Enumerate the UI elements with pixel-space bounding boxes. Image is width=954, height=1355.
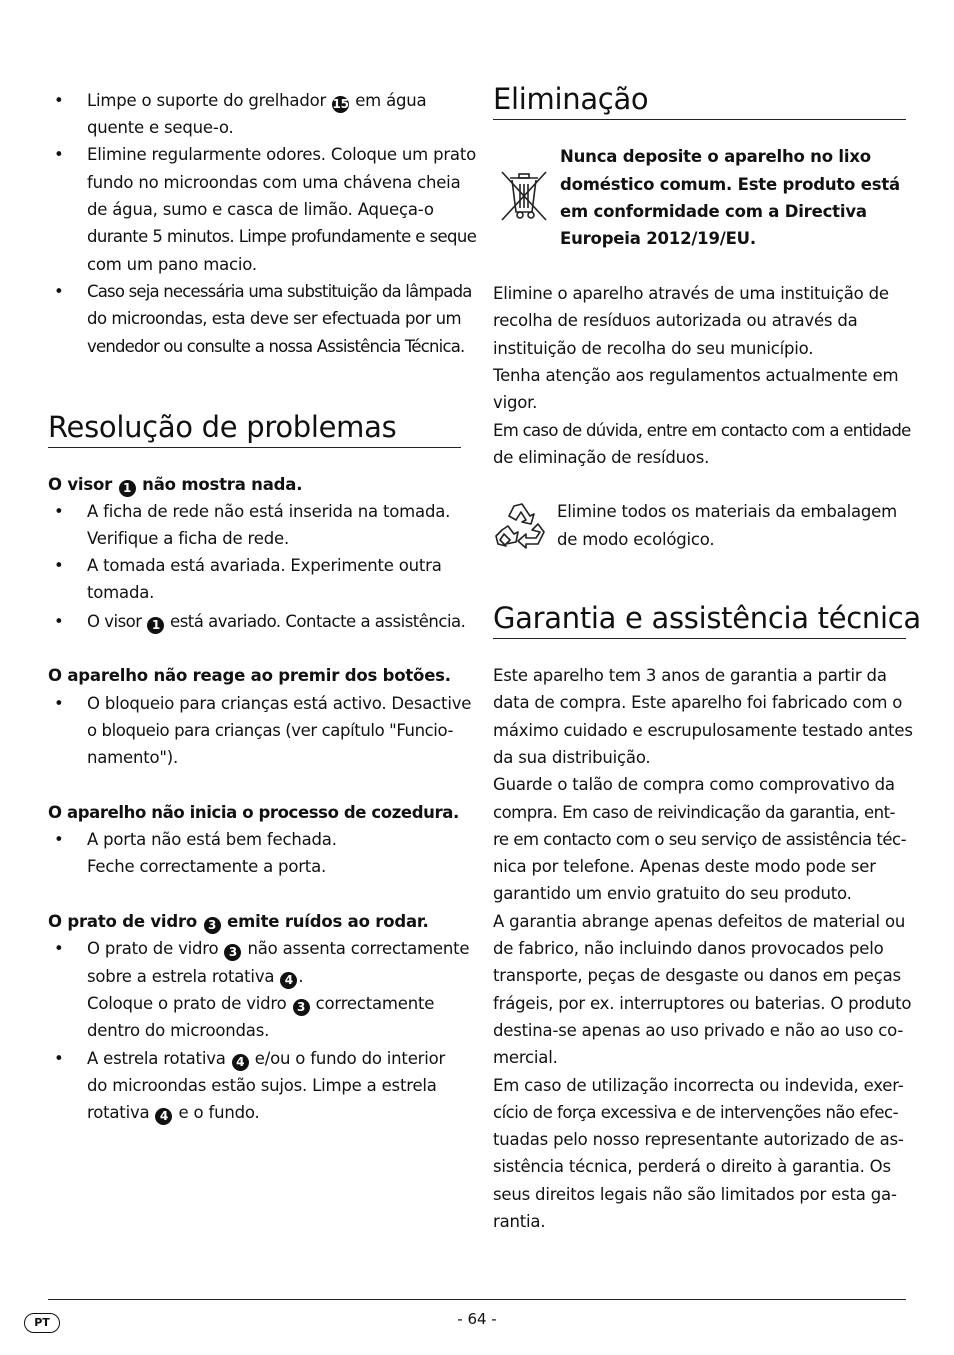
text-line: data de compra. Este aparelho foi fabricado com o xyxy=(493,693,903,713)
text-line: A garantia abrange apenas defeitos de material ou xyxy=(493,911,906,931)
text-line: garantido um envio gratuito do seu produto. xyxy=(493,884,852,904)
text-line: A ficha de rede não está inserida na tomada. xyxy=(87,502,451,521)
text-line: cício de força excessiva e de intervenções não efec- xyxy=(493,1102,899,1122)
part-number-badge: 4 xyxy=(280,972,297,989)
text-line: Guarde o talão de compra como comprovativo da xyxy=(493,775,895,795)
text-line: quente e seque-o. xyxy=(87,118,234,137)
text-line: namento"). xyxy=(87,748,179,767)
bullet: • xyxy=(54,830,64,849)
text-line: Em caso de dúvida, entre em contacto com a entidade xyxy=(493,421,911,440)
weee-text: doméstico comum. Este produto está xyxy=(560,175,900,194)
bullet: • xyxy=(54,556,64,575)
text-line: Elimine o aparelho através de uma instituição de xyxy=(493,284,889,303)
part-number-badge: 15 xyxy=(332,97,349,111)
text-line: de fabrico, não incluindo danos provocados pelo xyxy=(493,939,884,958)
text-line: transporte, peças de desgaste ou danos em peças xyxy=(493,966,901,986)
text-line: o bloqueio para crianças (ver capítulo "Funcio- xyxy=(87,721,454,740)
part-number-badge: 4 xyxy=(155,1108,172,1125)
text-line: instituição de recolha do seu município. xyxy=(493,339,814,358)
bullet: • xyxy=(54,612,64,631)
text-line: destina-se apenas ao uso privado e não ao uso co- xyxy=(493,1020,904,1040)
bullet: • xyxy=(54,282,64,301)
bullet: • xyxy=(54,694,64,713)
text-line: Em caso de utilização incorrecta ou indevida, exer- xyxy=(493,1075,904,1095)
bullet: • xyxy=(54,502,64,521)
problem-title: O prato de vidro 3 emite ruídos ao rodar. xyxy=(48,912,429,932)
text-line: A estrela rotativa 4 e/ou o fundo do interior xyxy=(87,1049,446,1069)
text-line: Elimine todos os materiais da embalagem xyxy=(557,502,897,521)
text-line: O prato de vidro 3 não assenta correctamente xyxy=(87,939,470,959)
text-line: O visor 1 está avariado. Contacte a assistência. xyxy=(87,612,466,632)
text-line: re em contacto com o seu serviço de assistência téc- xyxy=(493,829,907,849)
recycle-icon xyxy=(494,500,550,552)
text-line: recolha de resíduos autorizada ou através da xyxy=(493,311,858,330)
text-line: nica por telefone. Apenas deste modo pode ser xyxy=(493,857,876,877)
section-heading: Garantia e assistência técnica xyxy=(493,601,921,635)
part-number-badge: 3 xyxy=(224,944,241,961)
text-line: Tenha atenção aos regulamentos actualmente em xyxy=(493,366,899,385)
text-line: durante 5 minutos. Limpe profundamente e seque xyxy=(87,227,477,246)
bullet: • xyxy=(54,939,64,958)
part-number-badge: 3 xyxy=(204,917,221,934)
text-line: do microondas, esta deve ser efectuada por um xyxy=(87,309,462,328)
language-badge: PT xyxy=(24,1313,60,1333)
text-line: do microondas estão sujos. Limpe a estrela xyxy=(87,1076,437,1095)
problem-title: O aparelho não reage ao premir dos botões. xyxy=(48,666,451,685)
text-line: rantia. xyxy=(493,1212,546,1231)
text-line: com um pano macio. xyxy=(87,255,257,274)
weee-text: Nunca deposite o aparelho no lixo xyxy=(560,147,871,166)
page-number: - 64 - xyxy=(457,1310,497,1328)
footer-rule xyxy=(48,1299,906,1300)
text-line: Limpe o suporte do grelhador 15 em água xyxy=(87,91,427,111)
text-line: sistência técnica, perderá o direito à garantia. Os xyxy=(493,1157,891,1177)
part-number-badge: 3 xyxy=(293,999,310,1016)
text-line: sobre a estrela rotativa 4 . xyxy=(87,967,304,987)
text-line: Elimine regularmente odores. Coloque um prato xyxy=(87,145,476,164)
problem-title: O visor 1 não mostra nada. xyxy=(48,475,303,495)
text-line: tomada. xyxy=(87,583,155,602)
text-line: A tomada está avariada. Experimente outra xyxy=(87,556,442,575)
text-line: dentro do microondas. xyxy=(87,1021,270,1040)
text-line: de água, sumo e casca de limão. Aqueça-o xyxy=(87,200,434,219)
text-line: Este aparelho tem 3 anos de garantia a partir da xyxy=(493,666,887,685)
bullet: • xyxy=(54,91,64,110)
text-line: A porta não está bem fechada. xyxy=(87,830,337,849)
text-line: Feche correctamente a porta. xyxy=(87,857,327,876)
text-line: O bloqueio para crianças está activo. Desactive xyxy=(87,694,472,713)
heading-rule xyxy=(48,447,461,448)
section-heading: Eliminação xyxy=(493,82,649,116)
bullet: • xyxy=(54,1049,64,1068)
text-line: de eliminação de resíduos. xyxy=(493,448,710,467)
section-heading: Resolução de problemas xyxy=(48,410,397,444)
heading-rule xyxy=(493,638,906,639)
crossed-out-bin-icon xyxy=(498,168,550,224)
text-line: tuadas pelo nosso representante autorizado de as- xyxy=(493,1130,904,1150)
text-line: seus direitos legais não são limitados por esta ga- xyxy=(493,1184,897,1204)
weee-text: em conformidade com a Directiva xyxy=(560,202,867,221)
text-line: fundo no microondas com uma chávena cheia xyxy=(87,173,461,192)
text-line: vigor. xyxy=(493,393,538,412)
bullet: • xyxy=(54,145,64,164)
text-line: frágeis, por ex. interruptores ou baterias. O produto xyxy=(493,993,912,1013)
text-line: compra. Em caso de reivindicação da garantia, ent- xyxy=(493,802,896,822)
text-line: Coloque o prato de vidro 3 correctamente xyxy=(87,994,435,1014)
text-line: rotativa 4 e o fundo. xyxy=(87,1103,260,1123)
part-number-badge: 1 xyxy=(147,617,164,634)
weee-text: Europeia 2012/19/EU. xyxy=(560,229,756,248)
heading-rule xyxy=(493,119,906,120)
part-number-badge: 1 xyxy=(119,480,136,497)
text-line: de modo ecológico. xyxy=(557,530,715,549)
text-line: máximo cuidado e escrupulosamente testado antes xyxy=(493,720,913,740)
text-line: Caso seja necessária uma substituição da lâmpada xyxy=(87,282,472,301)
part-number-badge: 4 xyxy=(232,1054,249,1071)
text-line: mercial. xyxy=(493,1048,558,1068)
text-line: da sua distribuição. xyxy=(493,747,651,767)
text-line: Verifique a ficha de rede. xyxy=(87,529,289,548)
text-line: vendedor ou consulte a nossa Assistência Técnica. xyxy=(87,337,465,356)
problem-title: O aparelho não inicia o processo de cozedura. xyxy=(48,803,459,822)
